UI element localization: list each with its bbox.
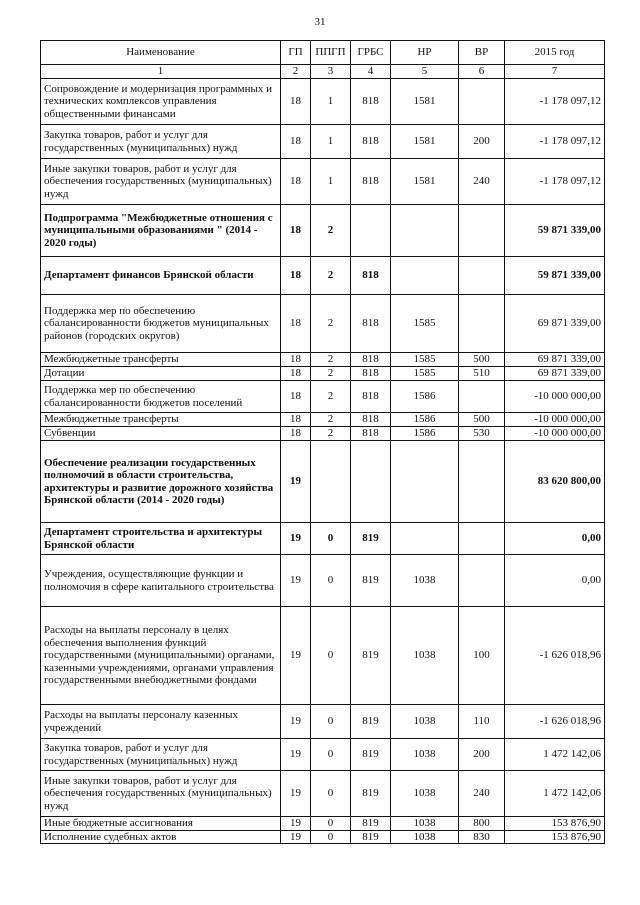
row-amount: 69 871 339,00	[505, 295, 605, 353]
table-row	[41, 257, 605, 295]
row-gp: 18	[281, 413, 311, 427]
table-row	[41, 523, 605, 555]
row-grbs: 819	[351, 607, 391, 705]
column-number: 4	[351, 65, 391, 79]
row-name: Межбюджетные трансферты	[41, 413, 281, 427]
row-ppgp: 0	[311, 739, 351, 771]
table-row	[41, 739, 605, 771]
row-grbs: 819	[351, 739, 391, 771]
row-name: Иные бюджетные ассигнования	[41, 817, 281, 831]
row-gp: 19	[281, 523, 311, 555]
row-name: Иные закупки товаров, работ и услуг для обеспечения государственных (муниципальных) нужд	[41, 159, 281, 205]
row-gp: 19	[281, 607, 311, 705]
row-name: Расходы на выплаты персоналу в целях обеспечения выполнения функций государственными (муниципальными) органами, казенными учреждениями, органами управления государственными внебюджетными фондами	[41, 607, 281, 705]
row-ppgp: 2	[311, 367, 351, 381]
row-grbs: 818	[351, 413, 391, 427]
row-nr: 1581	[391, 79, 459, 125]
row-gp: 18	[281, 353, 311, 367]
row-amount: -1 178 097,12	[505, 79, 605, 125]
row-vr	[459, 441, 505, 523]
row-ppgp: 0	[311, 523, 351, 555]
row-amount: -10 000 000,00	[505, 413, 605, 427]
row-ppgp: 0	[311, 817, 351, 831]
row-nr: 1581	[391, 125, 459, 159]
table-row	[41, 817, 605, 831]
row-gp: 18	[281, 381, 311, 413]
row-nr	[391, 441, 459, 523]
table-row	[41, 771, 605, 817]
row-gp: 18	[281, 159, 311, 205]
row-gp: 18	[281, 367, 311, 381]
table-row	[41, 381, 605, 413]
table-row	[41, 555, 605, 607]
header-grbs: ГРБС	[351, 41, 391, 65]
row-name: Дотации	[41, 367, 281, 381]
row-grbs: 818	[351, 295, 391, 353]
table-row	[41, 427, 605, 441]
row-amount: 69 871 339,00	[505, 367, 605, 381]
header-nr: НР	[391, 41, 459, 65]
row-grbs: 818	[351, 159, 391, 205]
row-amount: -10 000 000,00	[505, 381, 605, 413]
column-number: 3	[311, 65, 351, 79]
header-row	[41, 41, 605, 65]
row-nr	[391, 205, 459, 257]
row-nr: 1581	[391, 159, 459, 205]
row-amount: 153 876,90	[505, 830, 605, 844]
row-nr: 1038	[391, 705, 459, 739]
row-gp: 18	[281, 295, 311, 353]
row-nr: 1585	[391, 353, 459, 367]
row-amount: 69 871 339,00	[505, 353, 605, 367]
row-grbs: 818	[351, 257, 391, 295]
row-nr: 1038	[391, 739, 459, 771]
row-name: Департамент строительства и архитектуры Брянской области	[41, 523, 281, 555]
row-vr: 800	[459, 817, 505, 831]
row-vr: 240	[459, 771, 505, 817]
row-name: Подпрограмма "Межбюджетные отношения с муниципальными образованиями " (2014 - 2020 годы)	[41, 205, 281, 257]
row-nr	[391, 523, 459, 555]
row-vr: 510	[459, 367, 505, 381]
row-grbs: 819	[351, 830, 391, 844]
row-vr: 200	[459, 125, 505, 159]
row-vr: 530	[459, 427, 505, 441]
row-amount: 83 620 800,00	[505, 441, 605, 523]
row-amount: -1 626 018,96	[505, 705, 605, 739]
header-vr: ВР	[459, 41, 505, 65]
column-number: 7	[505, 65, 605, 79]
row-vr: 200	[459, 739, 505, 771]
row-gp: 19	[281, 705, 311, 739]
row-grbs: 819	[351, 523, 391, 555]
row-grbs: 819	[351, 705, 391, 739]
row-vr	[459, 381, 505, 413]
row-grbs: 819	[351, 817, 391, 831]
row-ppgp: 1	[311, 79, 351, 125]
row-nr: 1586	[391, 413, 459, 427]
row-ppgp: 2	[311, 257, 351, 295]
row-nr: 1038	[391, 607, 459, 705]
row-vr: 110	[459, 705, 505, 739]
row-amount: 1 472 142,06	[505, 739, 605, 771]
row-name: Департамент финансов Брянской области	[41, 257, 281, 295]
row-name: Закупка товаров, работ и услуг для государственных (муниципальных) нужд	[41, 739, 281, 771]
column-number-row	[41, 65, 605, 79]
row-amount: -10 000 000,00	[505, 427, 605, 441]
row-gp: 19	[281, 555, 311, 607]
row-ppgp: 0	[311, 830, 351, 844]
row-vr	[459, 79, 505, 125]
table-row	[41, 205, 605, 257]
row-vr: 830	[459, 830, 505, 844]
row-ppgp: 2	[311, 427, 351, 441]
row-gp: 18	[281, 79, 311, 125]
row-gp: 19	[281, 739, 311, 771]
row-grbs: 818	[351, 79, 391, 125]
row-amount: -1 626 018,96	[505, 607, 605, 705]
row-name: Сопровождение и модернизация программных и технических комплексов управления общественными финансами	[41, 79, 281, 125]
row-amount: 1 472 142,06	[505, 771, 605, 817]
row-amount: -1 178 097,12	[505, 125, 605, 159]
row-grbs: 818	[351, 427, 391, 441]
row-name: Исполнение судебных актов	[41, 830, 281, 844]
row-vr: 240	[459, 159, 505, 205]
row-name: Учреждения, осуществляющие функции и полномочия в сфере капитального строительства	[41, 555, 281, 607]
row-ppgp: 2	[311, 413, 351, 427]
row-grbs: 819	[351, 555, 391, 607]
row-ppgp: 1	[311, 159, 351, 205]
row-ppgp: 2	[311, 205, 351, 257]
table-row	[41, 79, 605, 125]
row-nr: 1038	[391, 555, 459, 607]
row-nr	[391, 257, 459, 295]
table-row	[41, 830, 605, 844]
row-vr	[459, 295, 505, 353]
row-nr: 1038	[391, 771, 459, 817]
row-name: Закупка товаров, работ и услуг для государственных (муниципальных) нужд	[41, 125, 281, 159]
row-ppgp: 2	[311, 295, 351, 353]
row-gp: 18	[281, 125, 311, 159]
table-row	[41, 705, 605, 739]
row-name: Субвенции	[41, 427, 281, 441]
table-row	[41, 295, 605, 353]
row-amount: 0,00	[505, 555, 605, 607]
row-gp: 19	[281, 771, 311, 817]
table-row	[41, 441, 605, 523]
row-grbs: 818	[351, 125, 391, 159]
row-name: Межбюджетные трансферты	[41, 353, 281, 367]
row-ppgp: 2	[311, 381, 351, 413]
row-gp: 19	[281, 441, 311, 523]
header-ppgp: ППГП	[311, 41, 351, 65]
column-number: 5	[391, 65, 459, 79]
row-name: Поддержка мер по обеспечению сбалансированности бюджетов муниципальных районов (городских округов)	[41, 295, 281, 353]
row-amount: 0,00	[505, 523, 605, 555]
row-vr	[459, 555, 505, 607]
header-name: Наименование	[41, 41, 281, 65]
row-vr	[459, 205, 505, 257]
row-grbs: 818	[351, 381, 391, 413]
table-row	[41, 367, 605, 381]
row-grbs: 818	[351, 367, 391, 381]
row-gp: 19	[281, 817, 311, 831]
row-vr: 500	[459, 413, 505, 427]
row-nr: 1585	[391, 295, 459, 353]
table-row	[41, 353, 605, 367]
row-gp: 19	[281, 830, 311, 844]
table-body	[41, 79, 605, 844]
row-ppgp: 0	[311, 555, 351, 607]
table-row	[41, 607, 605, 705]
row-vr	[459, 523, 505, 555]
row-amount: 153 876,90	[505, 817, 605, 831]
row-ppgp: 2	[311, 353, 351, 367]
row-grbs: 818	[351, 353, 391, 367]
row-ppgp: 0	[311, 771, 351, 817]
row-grbs: 819	[351, 771, 391, 817]
row-name: Иные закупки товаров, работ и услуг для обеспечения государственных (муниципальных) нужд	[41, 771, 281, 817]
column-number: 6	[459, 65, 505, 79]
row-nr: 1585	[391, 367, 459, 381]
row-grbs	[351, 441, 391, 523]
table-row	[41, 159, 605, 205]
page-number: 31	[314, 16, 326, 28]
row-ppgp: 1	[311, 125, 351, 159]
row-amount: -1 178 097,12	[505, 159, 605, 205]
row-nr: 1038	[391, 830, 459, 844]
row-name: Обеспечение реализации государственных полномочий в области строительства, архитектуры и развитие дорожного хозяйства Брянской области (2014 - 2020 годы)	[41, 441, 281, 523]
row-ppgp: 0	[311, 607, 351, 705]
row-name: Расходы на выплаты персоналу казенных учреждений	[41, 705, 281, 739]
row-vr: 100	[459, 607, 505, 705]
row-nr: 1586	[391, 381, 459, 413]
row-gp: 18	[281, 205, 311, 257]
budget-table	[40, 40, 605, 844]
header-gp: ГП	[281, 41, 311, 65]
column-number: 2	[281, 65, 311, 79]
row-nr: 1586	[391, 427, 459, 441]
table-row	[41, 125, 605, 159]
row-gp: 18	[281, 427, 311, 441]
row-vr	[459, 257, 505, 295]
row-amount: 59 871 339,00	[505, 257, 605, 295]
row-ppgp: 0	[311, 705, 351, 739]
row-name: Поддержка мер по обеспечению сбалансированности бюджетов поселений	[41, 381, 281, 413]
header-year: 2015 год	[505, 41, 605, 65]
row-gp: 18	[281, 257, 311, 295]
row-grbs	[351, 205, 391, 257]
row-ppgp	[311, 441, 351, 523]
table-row	[41, 413, 605, 427]
row-vr: 500	[459, 353, 505, 367]
row-nr: 1038	[391, 817, 459, 831]
row-amount: 59 871 339,00	[505, 205, 605, 257]
column-number: 1	[41, 65, 281, 79]
